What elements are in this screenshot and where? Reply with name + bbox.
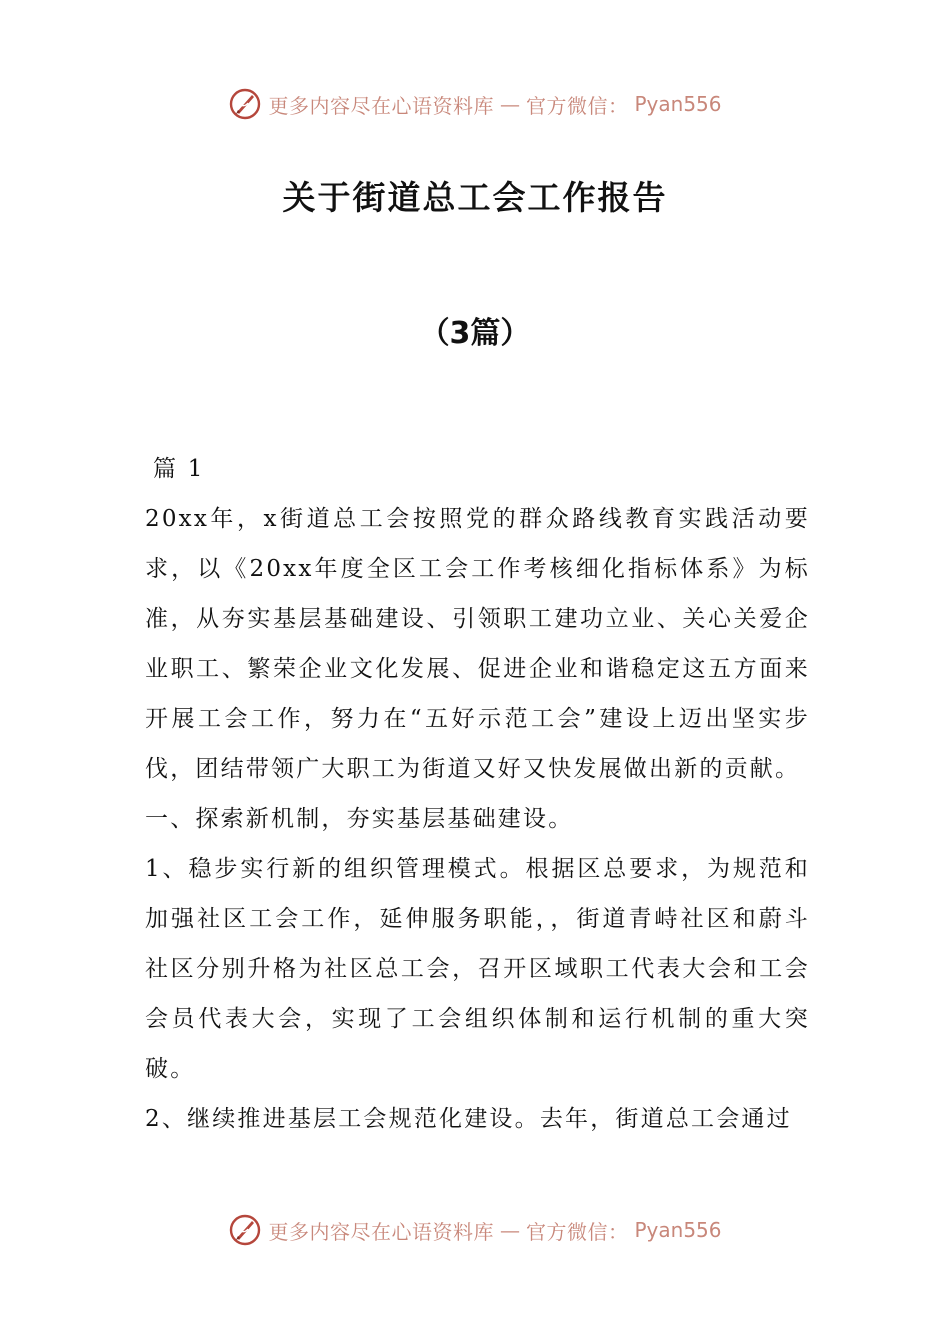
paragraph: 2、继续推进基层工会规范化建设。去年，街道总工会通过 [145,1106,792,1132]
quill-logo-icon [228,1213,262,1247]
watermark-account: Pyan556 [634,1218,722,1242]
watermark-text: 更多内容尽在心语资料库 [268,1219,494,1244]
watermark-text: 更多内容尽在心语资料库 [268,93,494,118]
document-title: 关于街道总工会工作报告 [282,178,668,217]
section-heading: 一、探索新机制，夯实基层基础建设。 [145,806,574,832]
header-watermark [0,84,950,124]
footer-watermark [0,1210,950,1250]
paragraph: 20xx年，x街道总工会按照党的群众路线教育实践活动要求，以《20xx年度全区工会工作考核细化指标体系》为标准，从夯实基层基础建设、引领职工建功立业、关心关爱企业职工、繁荣企业文化发展、促进企业和谐稳定这五方面来开展工会工作，努力在“五好示范工会”建设上迈出坚实步伐，团结带领广大职工为街道又好又快发展做出新的贡献。 [145,506,810,782]
watermark-account-label: 官方微信： [525,93,629,118]
watermark-separator: — [499,92,520,116]
document-subtitle: （3篇） [419,316,531,351]
watermark-account: Pyan556 [634,92,722,116]
watermark-separator: — [499,1218,520,1242]
paragraph: 1、稳步实行新的组织管理模式。根据区总要求，为规范和加强社区工会工作，延伸服务职能，，街道青峙社区和蔚斗社区分别升格为社区总工会，召开区域职工代表大会和工会会员代表大会，实现了工会组织体制和运行机制的重大突破。 [145,856,810,1082]
document-body [145,444,810,1144]
watermark-account-label: 官方微信： [525,1219,629,1244]
quill-logo-icon [228,87,262,121]
section-label: 篇 1 [153,456,205,482]
